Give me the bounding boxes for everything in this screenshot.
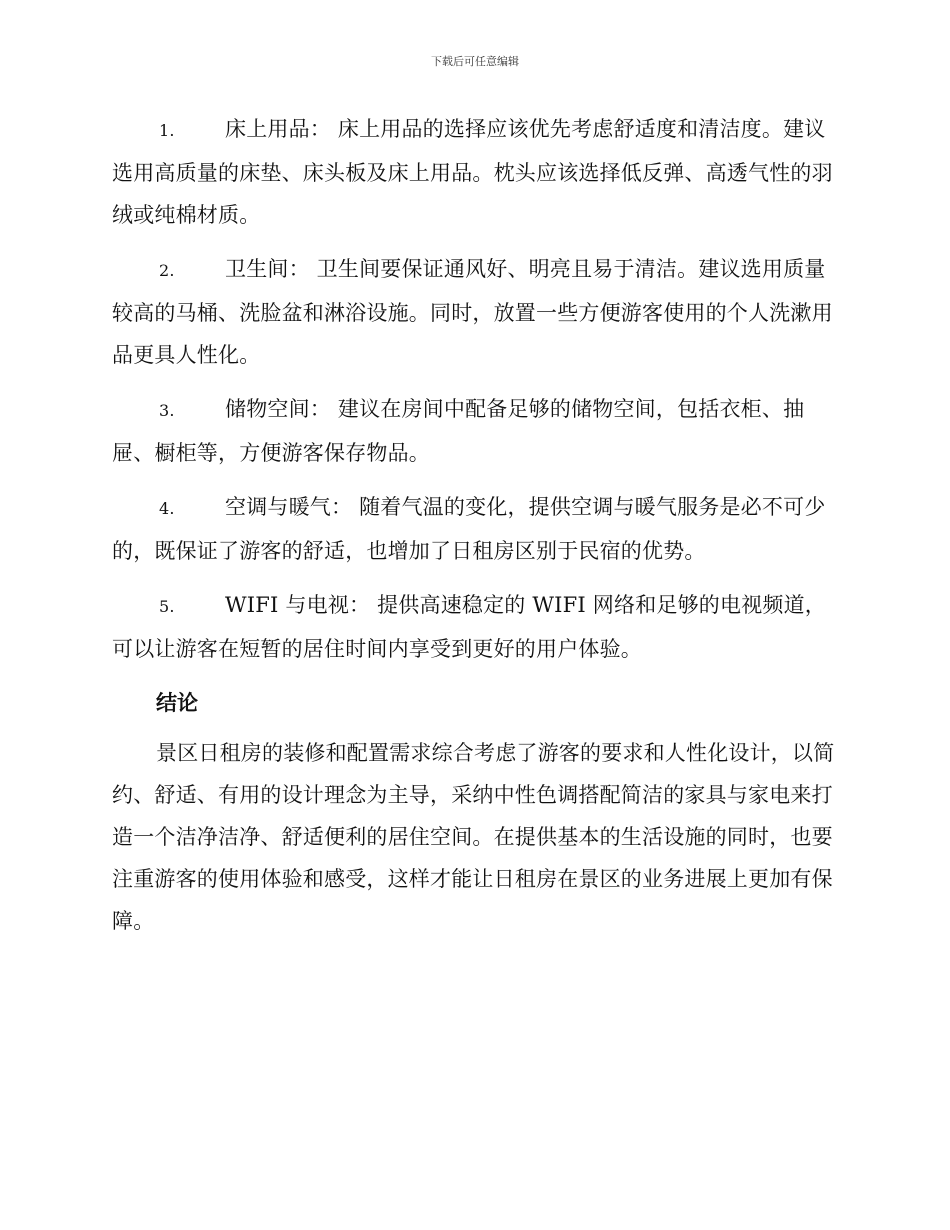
list-item-text: WIFI 与电视： 提供高速稳定的 WIFI 网络和足够的电视频道，可以让游客在短暂的居住时间内享受到更好的用户体验。: [112, 593, 826, 661]
list-item-number: 5.: [159, 597, 175, 616]
header-note: 下载后可任意编辑: [431, 55, 519, 68]
list-item: [112, 388, 842, 474]
list-item-text: 卫生间： 卫生间要保证通风好、明亮且易于清洁。建议选用质量较高的马桶、洗脸盆和淋浴设施。同时，放置一些方便游客使用的个人洗漱用品更具人性化。: [112, 257, 833, 367]
list-item: [112, 486, 842, 572]
list-item: [112, 584, 842, 670]
conclusion-paragraph: 景区日租房的装修和配置需求综合考虑了游客的要求和人性化设计，以简约、舒适、有用的设计理念为主导，采纳中性色调搭配简洁的家具与家电来打造一个洁净洁净、舒适便利的居住空间。在提供基本的生活设施的同时，也要注重游客的使用体验和感受，这样才能让日租房在景区的业务进展上更加有保障。: [112, 741, 835, 933]
list-item: [112, 108, 842, 236]
conclusion-heading: 结论: [156, 690, 198, 715]
list-item-text: 床上用品： 床上用品的选择应该优先考虑舒适度和清洁度。建议选用高质量的床垫、床头板及床上用品。枕头应该选择低反弹、高透气性的羽绒或纯棉材质。: [112, 117, 833, 227]
list-item: [112, 248, 842, 376]
list-item-text: 空调与暖气： 随着气温的变化，提供空调与暖气服务是必不可少的，既保证了游客的舒适，也增加了日租房区别于民宿的优势。: [112, 495, 826, 563]
list-item-number: 2.: [159, 261, 175, 280]
list-item-text: 储物空间： 建议在房间中配备足够的储物空间，包括衣柜、抽屉、橱柜等，方便游客保存物品。: [112, 397, 805, 465]
document-body: [112, 108, 842, 942]
list-item-number: 3.: [159, 401, 175, 420]
list-item-number: 4.: [159, 499, 175, 518]
list-item-number: 1.: [159, 121, 175, 140]
